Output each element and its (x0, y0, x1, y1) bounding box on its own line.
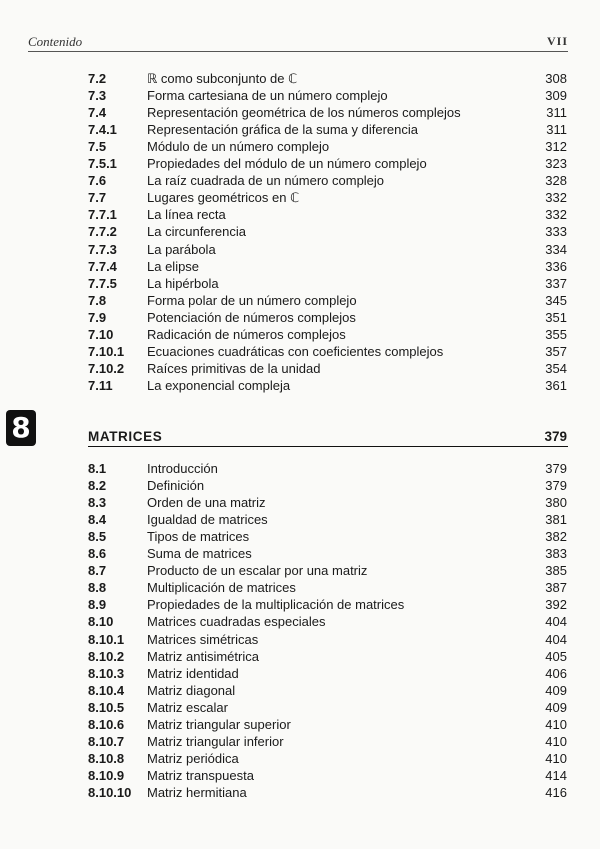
toc-entry-page: 357 (545, 343, 567, 359)
toc-entry (0, 223, 600, 240)
toc-entry (0, 189, 600, 206)
toc-entry-number: 8.10.4 (88, 682, 125, 698)
toc-entry-title: Raíces primitivas de la unidad (147, 360, 321, 376)
toc-entry-number: 7.9 (88, 309, 107, 325)
toc-entry-number: 8.6 (88, 546, 107, 562)
toc-entry-page: 410 (545, 750, 567, 766)
toc-entry-title: La circunferencia (147, 224, 246, 240)
toc-entry (0, 699, 600, 716)
chapter-page-number: 379 (544, 429, 567, 444)
toc-entry-title: Matriz escalar (147, 699, 228, 715)
toc-entry-number: 8.1 (88, 461, 107, 476)
toc-entry-page: 308 (545, 71, 567, 86)
toc-entry-title: Forma polar de un número complejo (147, 292, 357, 308)
toc-entry (0, 733, 600, 750)
toc-entry-number: 8.10.5 (88, 699, 125, 715)
toc-entry-title: Propiedades del módulo de un número complejo (147, 156, 427, 172)
toc-entry-page: 383 (545, 546, 567, 562)
toc-entry-title: Representación gráfica de la suma y diferencia (147, 122, 418, 138)
toc-entry-title: Introducción (147, 461, 218, 476)
toc-entry-title: Matriz triangular inferior (147, 733, 284, 749)
toc-entry-page: 323 (545, 156, 567, 172)
toc-entry-title: Forma cartesiana de un número complejo (147, 88, 388, 104)
toc-entry-page: 409 (545, 682, 567, 698)
toc-entry-page: 404 (545, 614, 567, 630)
toc-entry-title: Matrices simétricas (147, 631, 259, 647)
toc-entry-title: La parábola (147, 241, 216, 257)
toc-entry-page: 385 (545, 563, 567, 579)
toc-entry (0, 579, 600, 596)
toc-entry-page: 392 (545, 597, 567, 613)
toc-entry-page: 355 (545, 326, 567, 342)
toc-entry-number: 7.10 (88, 326, 114, 342)
toc-entry-number: 8.10.10 (88, 784, 132, 800)
toc-entry-number: 8.10 (88, 614, 114, 630)
toc-entry-page: 311 (546, 105, 567, 121)
toc-entry (0, 155, 600, 172)
toc-entry-page: 309 (545, 88, 567, 104)
toc-entry-page: 409 (545, 699, 567, 715)
toc-entry-title: Matriz antisimétrica (147, 648, 259, 664)
toc-entry-number: 7.7.4 (88, 258, 117, 274)
toc-entry-number: 8.4 (88, 512, 107, 528)
toc-entry-title: Matriz triangular superior (147, 716, 291, 732)
toc-entry-number: 7.7 (88, 190, 107, 206)
toc-entry-number: 8.9 (88, 597, 107, 613)
toc-entry (0, 343, 600, 360)
toc-entry-page: 311 (546, 122, 567, 138)
toc-entry-number: 7.11 (88, 377, 113, 393)
toc-entry (0, 104, 600, 121)
toc-entry-page: 337 (545, 275, 567, 291)
toc-entry (0, 172, 600, 189)
toc-entry-title: ℝ como subconjunto de ℂ (147, 71, 298, 86)
toc-entry-page: 336 (545, 258, 567, 274)
toc-entry-title: Matriz diagonal (147, 682, 236, 698)
toc-entry (0, 309, 600, 326)
toc-entry-page: 410 (545, 733, 567, 749)
toc-entry-page: 381 (545, 512, 567, 528)
toc-entry-page: 361 (545, 377, 567, 393)
toc-entry (0, 138, 600, 155)
toc-entry (0, 750, 600, 767)
toc-entry (0, 648, 600, 665)
chapter-rule (88, 446, 568, 447)
toc-entry (0, 596, 600, 613)
toc-entry-number: 7.2 (88, 71, 107, 86)
toc-entry-number: 7.10.1 (88, 343, 125, 359)
toc-entry (0, 275, 600, 292)
toc-entry-page: 405 (545, 648, 567, 664)
toc-entry-number: 7.7.3 (88, 241, 117, 257)
chapter-title: MATRICES (88, 429, 163, 444)
toc-entry-number: 8.5 (88, 529, 107, 545)
toc-entry-title: Definición (147, 478, 205, 494)
toc-entry-page: 345 (545, 292, 567, 308)
toc-entry (0, 716, 600, 733)
toc-entry-title: Lugares geométricos en ℂ (147, 190, 300, 206)
toc-entry (0, 477, 600, 494)
toc-entry-number: 7.7.1 (88, 207, 117, 223)
toc-entry-page: 379 (545, 461, 567, 476)
header-rule (28, 51, 568, 52)
toc-entry-number: 7.7.2 (88, 224, 117, 240)
toc-entry-number: 7.4.1 (88, 122, 117, 138)
toc-entry-title: Representación geométrica de los números complejos (147, 105, 461, 121)
toc-entry-number: 7.3 (88, 88, 107, 104)
toc-entry (0, 121, 600, 138)
toc-entry-page: 332 (545, 190, 567, 206)
toc-entry-title: Potenciación de números complejos (147, 309, 356, 325)
toc-entry-number: 8.10.8 (88, 750, 125, 766)
toc-entry-title: Matriz hermitiana (147, 784, 247, 800)
toc-entry-number: 8.10.6 (88, 716, 125, 732)
toc-entry-title: Igualdad de matrices (147, 512, 268, 528)
toc-entry-number: 8.10.3 (88, 665, 125, 681)
header-section-name: Contenido (28, 34, 83, 49)
toc-entry-page: 328 (545, 173, 567, 189)
toc-entry-number: 7.4 (88, 105, 107, 121)
toc-entry (0, 377, 600, 394)
toc-entry-number: 8.7 (88, 563, 107, 579)
toc-entry-page: 414 (545, 767, 567, 783)
toc-entry (0, 206, 600, 223)
toc-entry (0, 241, 600, 258)
toc-entry-page: 312 (545, 139, 567, 155)
toc-entry-page: 416 (545, 784, 567, 800)
toc-entry-number: 8.3 (88, 495, 107, 511)
toc-entry-number: 8.10.9 (88, 767, 125, 783)
toc-entry-title: Matrices cuadradas especiales (147, 614, 326, 630)
toc-entry (0, 767, 600, 784)
toc-entry-page: 334 (545, 241, 567, 257)
toc-entry-title: Orden de una matriz (147, 495, 266, 511)
toc-entry-title: Ecuaciones cuadráticas con coeficientes complejos (147, 343, 444, 359)
toc-entry-title: Matriz transpuesta (147, 767, 254, 783)
toc-entry (0, 460, 600, 477)
toc-entry (0, 360, 600, 377)
toc-entry (0, 784, 600, 801)
toc-entry-title: Módulo de un número complejo (147, 139, 330, 155)
toc-entry-title: La raíz cuadrada de un número complejo (147, 173, 385, 189)
toc-entry-number: 8.10.1 (88, 631, 125, 647)
toc-entry (0, 258, 600, 275)
toc-entry-title: La exponencial compleja (147, 377, 291, 393)
toc-entry (0, 562, 600, 579)
toc-entry (0, 545, 600, 562)
toc-entry-number: 7.5.1 (88, 156, 117, 172)
toc-entry-number: 8.10.7 (88, 733, 125, 749)
toc-entry-number: 7.5 (88, 139, 107, 155)
toc-entry-title: Matriz identidad (147, 665, 239, 681)
toc-entry-number: 7.7.5 (88, 275, 117, 291)
toc-entry-title: La línea recta (147, 207, 226, 223)
toc-entry-page: 404 (545, 631, 567, 647)
toc-entry (0, 631, 600, 648)
toc-entry-page: 380 (545, 495, 567, 511)
toc-entry (0, 682, 600, 699)
toc-entry (0, 87, 600, 104)
toc-entry-page: 406 (545, 665, 567, 681)
toc-entry-number: 8.8 (88, 580, 107, 596)
toc-entry-page: 410 (545, 716, 567, 732)
toc-entry-page: 332 (545, 207, 567, 223)
toc-entry-title: Radicación de números complejos (147, 326, 346, 342)
toc-entry-page: 354 (545, 360, 567, 376)
toc-entry-title: Propiedades de la multiplicación de matrices (147, 597, 405, 613)
toc-entry-page: 379 (545, 478, 567, 494)
toc-entry (0, 511, 600, 528)
toc-entry-title: Tipos de matrices (147, 529, 250, 545)
toc-entry-title: La elipse (147, 258, 200, 274)
toc-entry-number: 7.8 (88, 292, 107, 308)
toc-entry-number: 8.2 (88, 478, 107, 494)
toc-entry-title: Suma de matrices (147, 546, 252, 562)
toc-entry-number: 7.6 (88, 173, 107, 189)
toc-entry-page: 351 (545, 309, 567, 325)
toc-entry (0, 326, 600, 343)
toc-entry-page: 382 (545, 529, 567, 545)
chapter-number-badge: 8 (6, 410, 36, 446)
toc-entry-number: 8.10.2 (88, 648, 125, 664)
toc-entry (0, 70, 600, 87)
toc-entry-page: 333 (545, 224, 567, 240)
toc-entry (0, 528, 600, 545)
toc-entry (0, 665, 600, 682)
toc-entry (0, 613, 600, 630)
toc-entry-title: Multiplicación de matrices (147, 580, 296, 596)
toc-entry-number: 7.10.2 (88, 360, 125, 376)
toc-entry-title: Producto de un escalar por una matriz (147, 563, 368, 579)
toc-entry (0, 292, 600, 309)
toc-entry-title: Matriz periódica (147, 750, 239, 766)
header-page-number: VII (546, 34, 568, 48)
toc-entry-page: 387 (545, 580, 567, 596)
toc-entry-title: La hipérbola (147, 275, 219, 291)
toc-entry (0, 494, 600, 511)
